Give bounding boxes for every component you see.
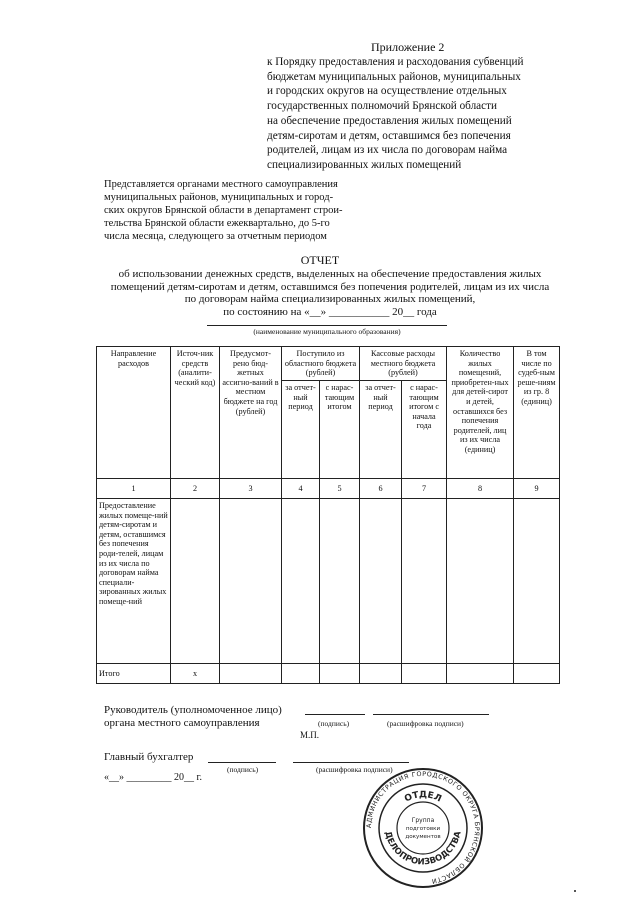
seal-place: М.П.: [300, 730, 320, 740]
table-cell: [282, 499, 320, 664]
submission-line: числа месяца, следующего за отчетным периодом: [104, 231, 327, 242]
stamp-inner-line: подготовки: [405, 826, 441, 832]
table-cell: [514, 664, 560, 684]
column-number: 8: [447, 479, 514, 499]
header-received: Поступило из областного бюджета (рублей): [282, 347, 360, 381]
appendix-line: на обеспечение предоставления жилых помещений: [267, 114, 512, 127]
report-subtitle: [90, 268, 570, 318]
table-cell: [447, 499, 514, 664]
accountant-signature-caption: (подпись): [227, 765, 259, 774]
column-number: 1: [97, 479, 171, 499]
column-number: 9: [514, 479, 560, 499]
header-quantity: Количество жилых помещений, приобретен-ных для детей-сирот и детей, оставшихся без попечения родителей, лиц из их числа (единиц): [447, 347, 514, 479]
submission-line: тельства Брянской области ежеквартально, до 5-го: [104, 218, 330, 229]
report-subtitle-line: об использовании денежных средств, выделенных на обеспечение предоставления жилых: [118, 268, 542, 280]
head-signature-caption: (подпись): [318, 719, 350, 728]
column-number: 4: [282, 479, 320, 499]
report-subtitle-line: по договорам найма специализированных жилых помещений,: [184, 293, 476, 305]
appendix-line: специализированных жилых помещений: [267, 158, 462, 171]
column-number: 3: [220, 479, 282, 499]
table-cell: [402, 499, 447, 664]
head-title-line1: Руководитель (уполномоченное лицо): [104, 704, 282, 716]
municipality-line: [207, 325, 447, 326]
appendix-line: и городских округов на осуществление отдельных: [267, 85, 507, 98]
table-cell: [514, 499, 560, 664]
header-judicial: В том числе по судеб-ным реше-ниям из гр. 8 (единиц): [514, 347, 560, 479]
table-cell: [220, 499, 282, 664]
appendix-line: бюджетам муниципальных районов, муниципальных: [267, 70, 521, 83]
report-subtitle-line: по состоянию на «__» ___________ 20__ года: [223, 305, 437, 318]
appendix-line: государственных полномочий Брянской области: [267, 100, 497, 113]
column-number: 5: [320, 479, 360, 499]
stamp-outer-text: АДМИНИСТРАЦИЯ ГОРОДСКОГО ОКРУГА БРЯНСКОЙ ОБЛАСТИ: [364, 769, 482, 886]
header-cash-period: за отчет-ный период: [360, 381, 402, 479]
appendix-description: [267, 55, 597, 173]
accountant-decipher-line: [293, 762, 409, 763]
header-planned: Предусмот-рено бюд-жетных ассигно-ваний в местном бюджете на год (рублей): [220, 347, 282, 479]
report-table: [96, 346, 560, 684]
head-title-line2: органа местного самоуправления: [104, 717, 260, 729]
table-cell: [360, 664, 402, 684]
report-title: ОТЧЕТ: [300, 253, 340, 267]
submission-note: [104, 178, 404, 243]
scan-speck: [574, 890, 576, 892]
table-cell: [320, 499, 360, 664]
header-received-period: за отчет-ный период: [282, 381, 320, 479]
submission-line: ских округов Брянской области в департамент строи-: [104, 205, 343, 216]
accountant-signature-line: [208, 762, 276, 763]
submission-line: муниципальных районов, муниципальных и город-: [104, 192, 334, 203]
header-received-cumulative: с нарас-тающим итогом: [320, 381, 360, 479]
chief-accountant-label: Главный бухгалтер: [104, 751, 194, 763]
appendix-line: к Порядку предоставления и расходования субвенций: [267, 56, 524, 68]
submission-line: Представляется органами местного самоуправления: [104, 179, 338, 190]
column-number: 7: [402, 479, 447, 499]
report-subtitle-line: помещений детям-сиротам и детям, оставшимся без попечения родителей, лицам из их числа: [110, 280, 550, 293]
header-cash: Кассовые расходы местного бюджета (рублей): [360, 347, 447, 381]
header-source: Источ-ник средств (аналити-ческий код): [171, 347, 220, 479]
table-cell: [282, 664, 320, 684]
head-decipher-line: [373, 714, 489, 715]
appendix-title: Приложение 2: [371, 40, 445, 54]
stamp-dept: ОТДЕЛ: [403, 790, 443, 805]
table-cell: [402, 664, 447, 684]
table-cell: [220, 664, 282, 684]
column-number: 2: [171, 479, 220, 499]
stamp-inner-line: Группа: [411, 817, 435, 824]
office-stamp: [362, 767, 484, 889]
table-cell: [171, 499, 220, 664]
stamp-dept2: ДЕЛОПРОИЗВОДСТВА: [382, 830, 464, 868]
column-number: 6: [360, 479, 402, 499]
row-description: Предоставление жилых помеще-ний детям-сиротам и детям, оставшимся без попечения роди-телей, лицам из их числа по договорам найма специали-зированных жилых помеще-ний: [97, 499, 171, 664]
stamp-inner-line: документов: [405, 834, 441, 840]
header-direction: Направление расходов: [97, 347, 171, 479]
municipality-caption: (наименование муниципального образования): [253, 327, 401, 336]
accountant-decipher-caption: (расшифровка подписи): [316, 765, 393, 774]
appendix-line: детям-сиротам и детям, оставшимся без попечения: [267, 129, 511, 142]
table-cell: [447, 664, 514, 684]
table-cell: [360, 499, 402, 664]
total-label: Итого: [97, 664, 171, 684]
total-source: х: [171, 664, 220, 684]
header-cash-cumulative: с нарас-тающим итогом с начала года: [402, 381, 447, 479]
head-signature-line: [305, 714, 365, 715]
report-date: «__» _________ 20__ г.: [104, 772, 202, 783]
head-decipher-caption: (расшифровка подписи): [387, 719, 464, 728]
table-cell: [320, 664, 360, 684]
appendix-line: родителей, лицам из их числа по договорам найма: [267, 144, 508, 157]
